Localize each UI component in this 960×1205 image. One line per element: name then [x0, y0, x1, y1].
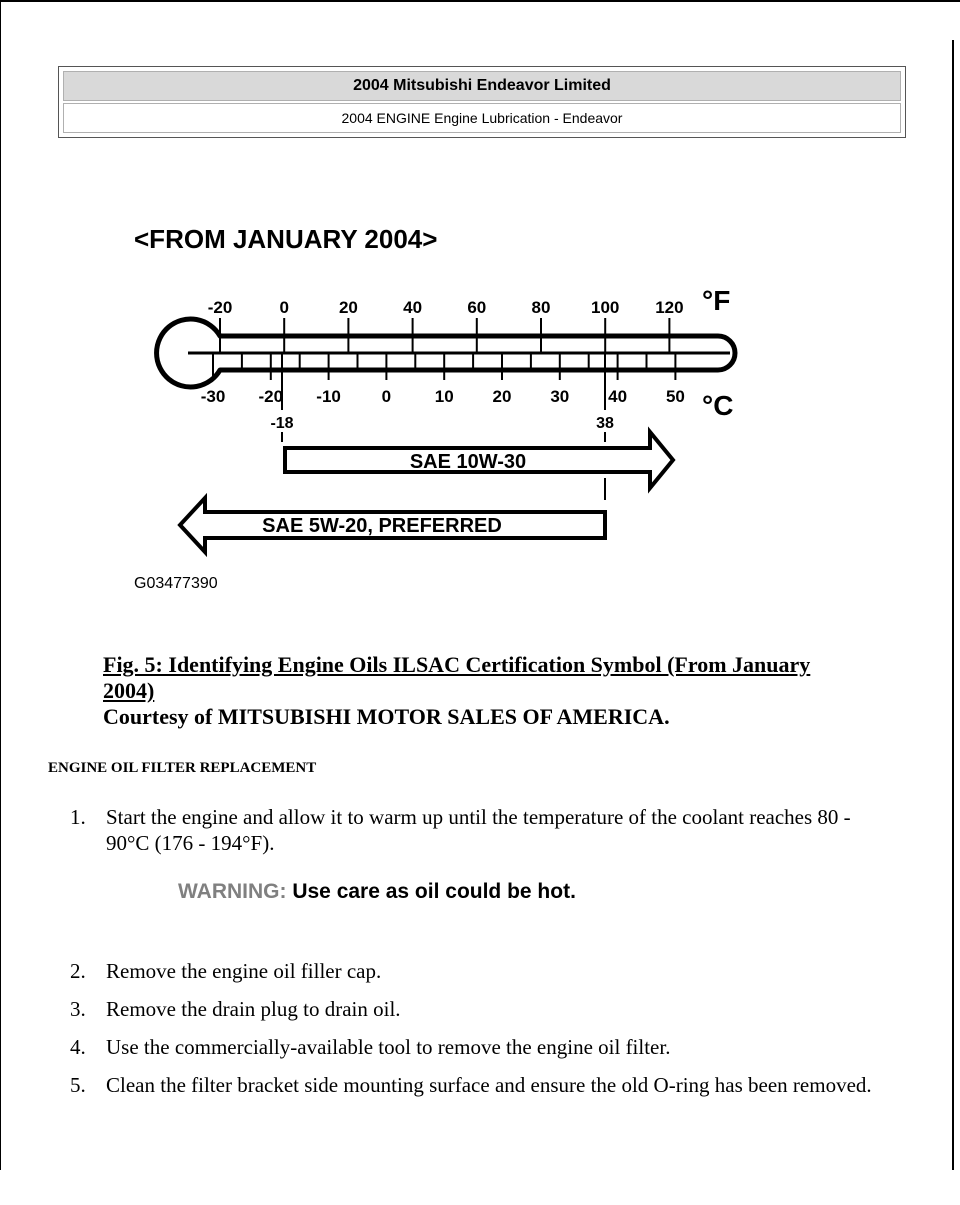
fahrenheit-tick-label: 0 — [279, 298, 289, 317]
fahrenheit-tick-label: 100 — [591, 298, 620, 317]
fahrenheit-tick-label: -20 — [207, 298, 233, 317]
figure-heading: <FROM JANUARY 2004> — [134, 224, 438, 254]
celsius-tick-label: 40 — [608, 387, 628, 406]
document-header — [58, 66, 906, 138]
list-item: 2. Remove the engine oil filler cap. — [70, 959, 382, 983]
celsius-scale — [201, 353, 685, 406]
warning-label: WARNING: — [178, 880, 287, 903]
warning-note — [178, 880, 576, 904]
section-subtitle: 2004 ENGINE Engine Lubrication - Endeavor — [63, 103, 901, 133]
warning-text: Use care as oil could be hot. — [286, 880, 576, 903]
sae-5w20-label: SAE 5W-20, PREFERRED — [262, 515, 502, 537]
list-item: 3. Remove the drain plug to drain oil. — [70, 997, 401, 1021]
figure-caption — [103, 652, 863, 730]
step-list-2 — [60, 958, 890, 1098]
celsius-tick-label: 50 — [665, 387, 685, 406]
celsius-tick-label: 10 — [434, 387, 454, 406]
marker-low-label: -18 — [270, 415, 294, 432]
figure-code: G03477390 — [134, 575, 218, 592]
celsius-tick-label: 0 — [381, 387, 392, 406]
page-border-top — [0, 0, 960, 2]
celsius-unit: °C — [702, 390, 734, 421]
sae-10w30-label: SAE 10W-30 — [409, 451, 527, 473]
figure-caption-courtesy: Courtesy of MITSUBISHI MOTOR SALES OF AMERICA. — [103, 704, 670, 729]
step-list-1 — [60, 804, 890, 856]
celsius-tick-label: -20 — [258, 387, 284, 406]
fahrenheit-tick-label: 80 — [531, 298, 551, 317]
figure-caption-title: Fig. 5: Identifying Engine Oils ILSAC Certification Symbol (From January 2004) — [103, 652, 811, 703]
page-border-right — [952, 40, 954, 1170]
fahrenheit-tick-label: 120 — [655, 298, 684, 317]
vehicle-title: 2004 Mitsubishi Endeavor Limited — [63, 71, 901, 101]
celsius-tick-label: -30 — [200, 387, 226, 406]
marker-high-label: 38 — [596, 415, 614, 432]
fahrenheit-tick-label: 20 — [338, 298, 358, 317]
list-item: 5. Clean the filter bracket side mounting surface and ensure the old O-ring has been removed. — [70, 1073, 872, 1097]
list-item: 4. Use the commercially-available tool to remove the engine oil filter. — [70, 1035, 671, 1059]
fahrenheit-unit: °F — [702, 285, 731, 316]
fahrenheit-tick-label: 40 — [403, 298, 423, 317]
celsius-tick-label: -10 — [316, 387, 341, 406]
oil-viscosity-figure — [120, 210, 760, 600]
section-heading: ENGINE OIL FILTER REPLACEMENT — [48, 760, 317, 776]
celsius-tick-label: 30 — [550, 387, 570, 406]
fahrenheit-tick-label: 60 — [467, 298, 487, 317]
celsius-tick-label: 20 — [492, 387, 512, 406]
fahrenheit-scale — [208, 298, 684, 353]
list-item: 1. Start the engine and allow it to warm up until the temperature of the coolant reaches 80 - 90°C (176 - 194°F). — [70, 805, 851, 855]
page-border-left — [0, 0, 1, 1170]
